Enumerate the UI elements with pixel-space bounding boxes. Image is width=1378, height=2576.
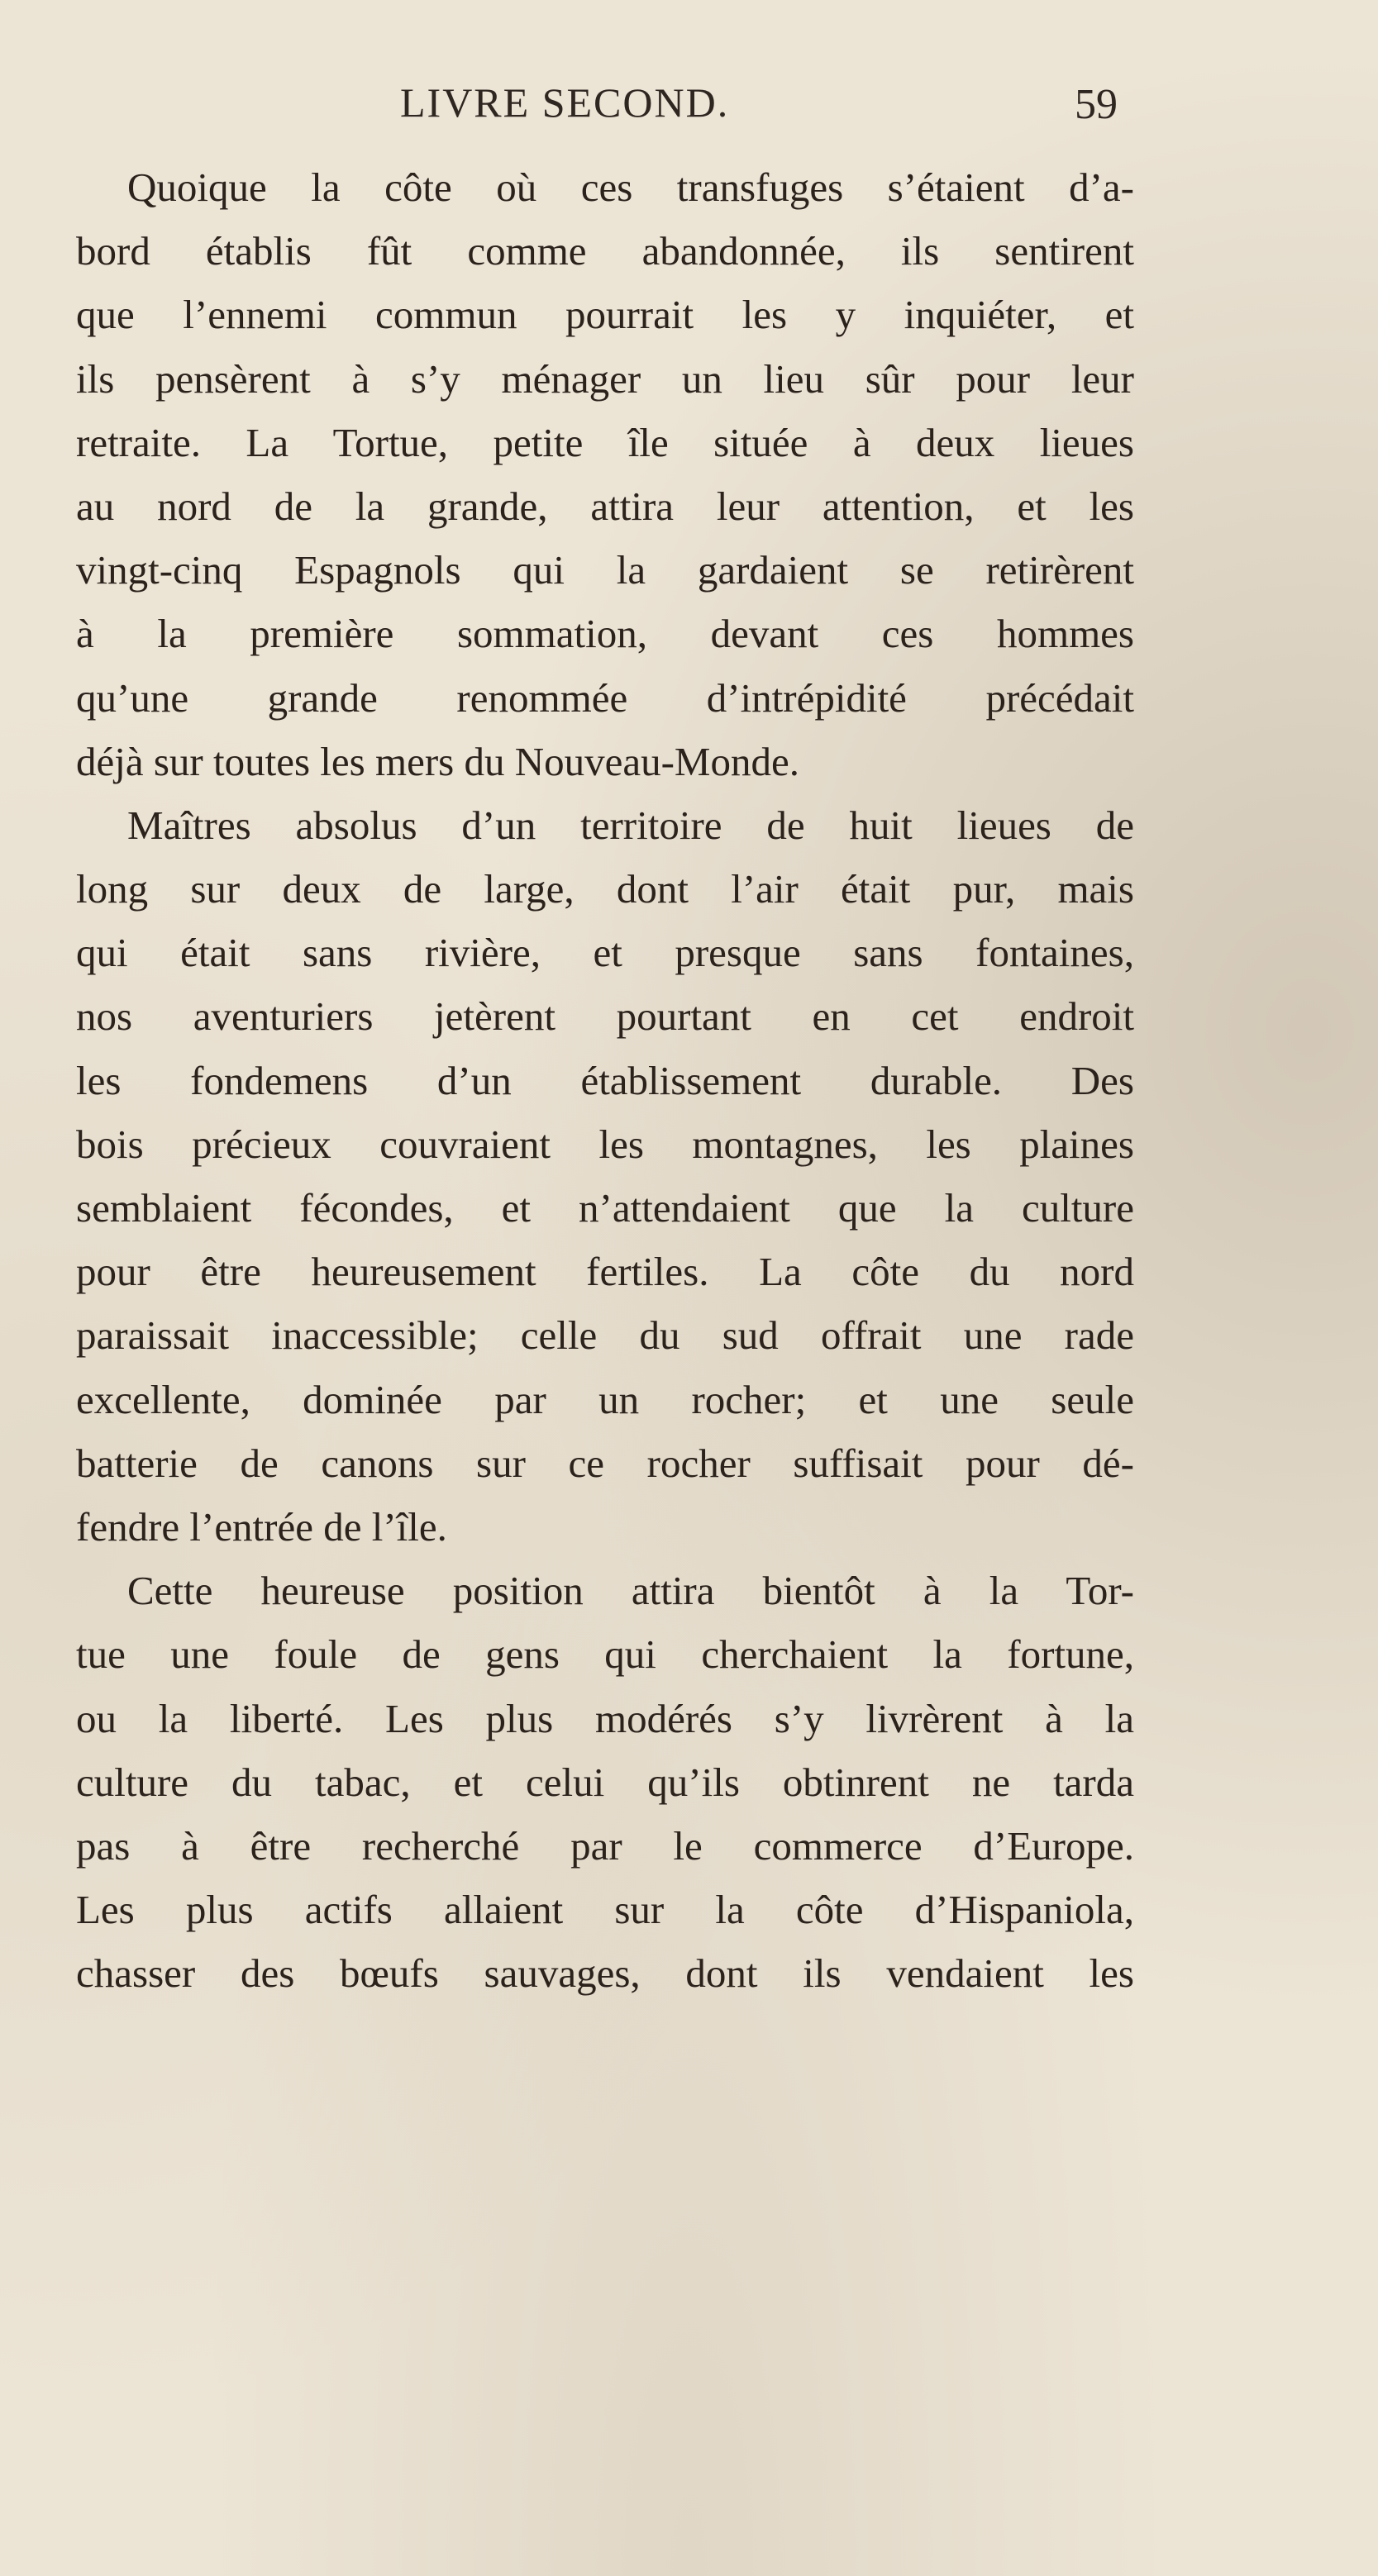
text-line: les fondemens d’un établissement durable. Des [76, 1057, 1134, 1103]
text-line: déjà sur toutes les mers du Nouveau-Monde. [76, 738, 799, 784]
text-line: excellente, dominée par un rocher; et une seule [76, 1376, 1134, 1422]
paragraph-2 [76, 793, 1134, 1559]
running-head [0, 79, 1378, 136]
text-line: ils pensèrent à s’y ménager un lieu sûr pour leur [76, 355, 1134, 402]
text-line: qui était sans rivière, et presque sans fontaines, [76, 930, 1134, 976]
text-line: à la première sommation, devant ces hommes [76, 611, 1134, 657]
text-line: pour être heureusement fertiles. La côte du nord [76, 1249, 1134, 1295]
paragraph-3 [76, 1559, 1134, 2005]
text-line: Cette heureuse position attira bientôt à la Tor- [127, 1568, 1134, 1614]
text-line: semblaient fécondes, et n’attendaient que la culture [76, 1185, 1134, 1231]
text-line: bord établis fût comme abandonnée, ils sentirent [76, 228, 1134, 274]
text-line: au nord de la grande, attira leur attention, et les [76, 483, 1134, 529]
text-line: paraissait inaccessible; celle du sud offrait une rade [76, 1312, 1134, 1359]
text-line: chasser des bœufs sauvages, dont ils vendaient les [76, 1950, 1134, 1997]
text-line: Maîtres absolus d’un territoire de huit lieues de [127, 802, 1134, 848]
text-line: retraite. La Tortue, petite île située à deux lieues [76, 419, 1134, 465]
text-line: culture du tabac, et celui qu’ils obtinrent ne tarda [76, 1759, 1134, 1805]
text-line: bois précieux couvraient les montagnes, les plaines [76, 1121, 1134, 1167]
running-head-title: LIVRE SECOND. [400, 79, 730, 126]
body-text [76, 155, 1134, 2005]
text-line: qu’une grande renommée d’intrépidité précédait [76, 674, 1134, 721]
text-line: batterie de canons sur ce rocher suffisait pour dé- [76, 1440, 1134, 1486]
text-line: long sur deux de large, dont l’air était pur, mais [76, 866, 1134, 912]
text-line: fendre l’entrée de l’île. [76, 1503, 447, 1550]
text-line: ou la liberté. Les plus modérés s’y livrèrent à la [76, 1695, 1134, 1741]
text-line: tue une foule de gens qui cherchaient la fortune, [76, 1631, 1134, 1678]
text-line: nos aventuriers jetèrent pourtant en cet endroit [76, 993, 1134, 1040]
text-line: pas à être recherché par le commerce d’Europe. [76, 1822, 1134, 1869]
page-number: 59 [1075, 81, 1118, 128]
text-line: Les plus actifs allaient sur la côte d’Hispaniola, [76, 1887, 1134, 1933]
text-line: que l’ennemi commun pourrait les y inquiéter, et [76, 292, 1134, 338]
paragraph-1 [76, 155, 1134, 793]
text-line: vingt-cinq Espagnols qui la gardaient se retirèrent [76, 547, 1134, 593]
text-line: Quoique la côte où ces transfuges s’étaient d’a- [127, 164, 1134, 210]
